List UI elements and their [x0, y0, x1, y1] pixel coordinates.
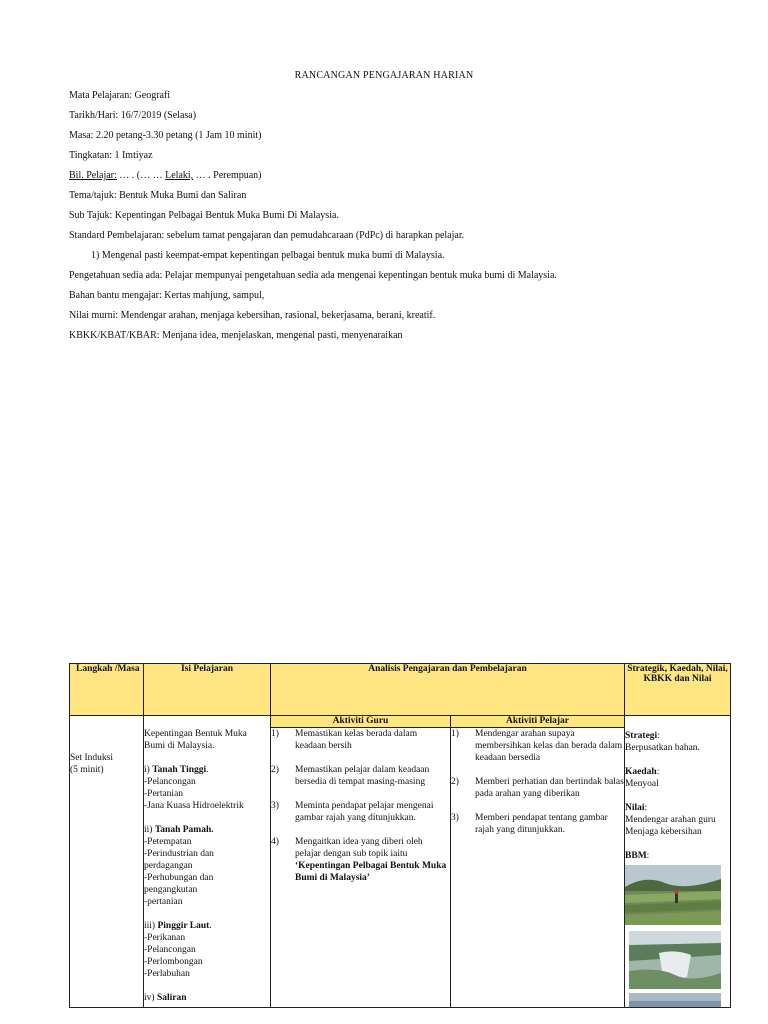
student-count-label: Bil. Pelajar: [69, 170, 117, 181]
highland-farm-image [625, 865, 721, 925]
thinking-skills-line: KBKK/KBAT/KBAR: Menjana idea, menjelaskan, mengenal pasti, menyenaraikan [69, 330, 403, 341]
strategy-label: Strategi [625, 731, 658, 741]
content-group [144, 824, 270, 908]
coastal-image [629, 993, 721, 1007]
student-activity-item: 3) Memberi pendapat tentang gambar rajah yang ditunjukkan. [451, 813, 608, 835]
step-cell [70, 716, 144, 1008]
header-content: Isi Pelajaran [144, 664, 271, 716]
values-value-1: Mendengar arahan guru [625, 815, 716, 825]
hydroelectric-dam-image [629, 931, 721, 989]
date-line: Tarikh/Hari: 16/7/2019 (Selasa) [69, 110, 197, 121]
student-activity-list [451, 728, 624, 836]
content-item: -Pelancongan [144, 945, 196, 955]
teacher-activity-cell [271, 728, 451, 1008]
values-value-2: Menjaga kebersihan [625, 827, 702, 837]
header-step-time: Langkah /Masa [70, 664, 144, 716]
header-analysis: Analisis Pengajaran dan Pembelajaran [271, 664, 625, 716]
content-group-heading: iii) Pinggir Laut. [144, 921, 212, 931]
theme-line: Tema/tajuk: Bentuk Muka Bumi dan Saliran [69, 190, 247, 201]
prior-knowledge-line: Pengetahuan sedia ada: Pelajar mempunyai pengetahuan sedia ada mengenai kepentingan bentuk muka bumi di Malaysia. [69, 270, 557, 281]
student-activity-item: 1) Mendengar arahan supaya membersihkan kelas dan berada dalam keadaan bersedia [451, 729, 623, 763]
content-item: -Jana Kuasa Hidroelektrik [144, 801, 244, 811]
teacher-activity-list [271, 728, 450, 884]
student-activity-item: 2) Memberi perhatian dan bertindak balas pada arahan yang diberikan [451, 777, 624, 799]
lesson-plan-table [69, 663, 731, 1008]
content-group-heading: i) Tanah Tinggi. [144, 765, 209, 775]
content-item: -Pertanian [144, 789, 184, 799]
content-group-heading: ii) Tanah Pamah. [144, 825, 214, 835]
method-label: Kaedah [625, 767, 657, 777]
header-strategy: Strategik, Kaedah, Nilai, KBKK dan Nilai [625, 664, 731, 716]
male-label: Lelaki, [165, 170, 194, 181]
content-item: pengangkutan [144, 885, 198, 895]
female-label: … . Perempuan) [193, 170, 262, 181]
step-duration: (5 minit) [70, 765, 104, 775]
content-item: -pertanian [144, 897, 183, 907]
student-count-blank: … . (… … [116, 170, 166, 181]
lesson-metadata [69, 90, 719, 350]
student-activity-cell [451, 728, 625, 1008]
values-line: Nilai murni: Mendengar arahan, menjaga kebersihan, rasional, bekerjasama, berani, kreatif. [69, 310, 436, 321]
strategy-cell: Strategi: Berpusatkan bahan. Kaedah: Menyoal Nilai: Mendengar arahan guru Menjaga kebersihan BBM: [625, 716, 731, 1008]
step-name: Set Induksi [70, 753, 114, 763]
content-intro: Kepentingan Bentuk Muka [144, 729, 247, 739]
teaching-aids-line: Bahan bantu mengajar: Kertas mahjung, sampul, [69, 290, 265, 301]
header-student-activity: Aktiviti Pelajar [451, 716, 625, 728]
content-item: -Perikanan [144, 933, 186, 943]
content-group [144, 920, 270, 980]
values-label: Nilai [625, 803, 645, 813]
content-groups [144, 764, 270, 1004]
content-cell [144, 716, 271, 1008]
strategy-value: Berpusatkan bahan. [625, 743, 700, 753]
content-group [144, 764, 270, 812]
content-group [144, 992, 270, 1004]
teacher-activity-item: 1) Memastikan kelas berada dalam keadaan bersih [271, 729, 418, 751]
bbm-label: BBM [625, 851, 647, 861]
teacher-activity-item: 4) Mengaitkan idea yang diberi oleh pelajar dengan sub topik iaitu ‘Kepentingan Pelbagai Bentuk Muka Bumi di Malaysia’ [271, 837, 447, 883]
document-title: RANCANGAN PENGAJARAN HARIAN [294, 70, 474, 81]
student-count-line [69, 170, 719, 190]
learning-standard-line: Standard Pembelajaran: sebelum tamat pengajaran dan pemudahcaraan (PdPc) di harapkan pelajar. [69, 230, 465, 241]
header-teacher-activity: Aktiviti Guru [271, 716, 451, 728]
subject-line: Mata Pelajaran: Geografi [69, 90, 171, 101]
content-item: -Perindustrian dan [144, 849, 214, 859]
form-line: Tingkatan: 1 Imtiyaz [69, 150, 153, 161]
content-item: -Perhubungan dan [144, 873, 214, 883]
content-item: perdagangan [144, 861, 193, 871]
time-line: Masa: 2.20 petang-3.30 petang (1 Jam 10 minit) [69, 130, 262, 141]
objective-line: 1) Mengenal pasti keempat-empat kepentingan pelbagai bentuk muka bumi di Malaysia. [91, 250, 445, 261]
content-item: -Perlabuhan [144, 969, 190, 979]
teacher-activity-item: 3) Meminta pendapat pelajar mengenai gambar rajah yang ditunjukkan. [271, 801, 434, 823]
content-intro-2: Bumi di Malaysia. [144, 741, 215, 751]
teacher-activity-item: 2) Memastikan pelajar dalam keadaan bersedia di tempat masing-masing [271, 765, 430, 787]
content-group-heading: iv) Saliran [144, 993, 187, 1003]
content-item: -Pelancongan [144, 777, 196, 787]
method-value: Menyoal [625, 779, 659, 789]
content-item: -Petempatan [144, 837, 192, 847]
content-item: -Perlombongan [144, 957, 203, 967]
subtopic-line: Sub Tajuk: Kepentingan Pelbagai Bentuk Muka Bumi Di Malaysia. [69, 210, 339, 221]
